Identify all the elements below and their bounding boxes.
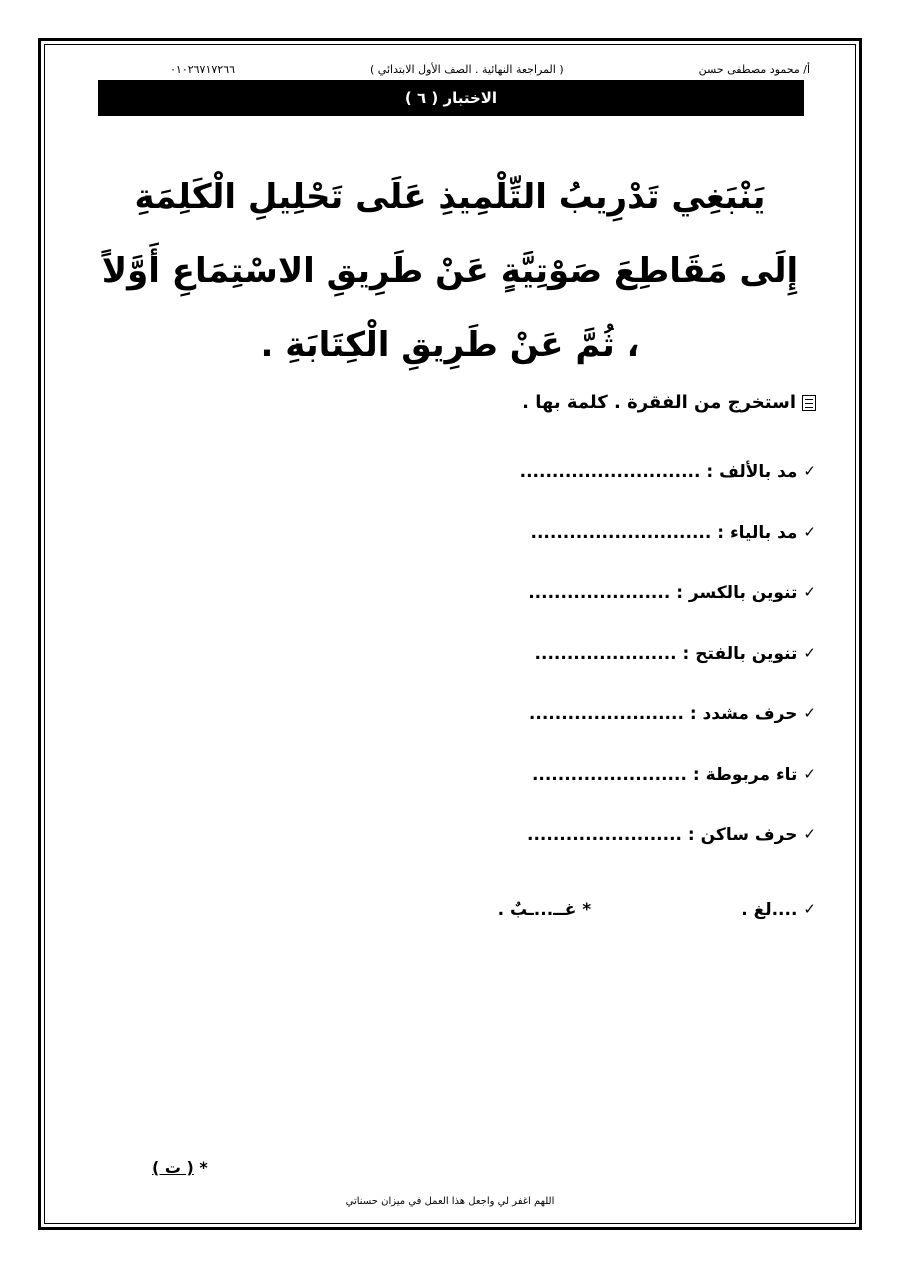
complete-word-1[interactable]: ....لغ . <box>741 900 798 920</box>
exercise-item <box>296 825 816 886</box>
check-icon: ✓ <box>803 764 816 783</box>
exercise-item <box>296 704 816 765</box>
complete-word-2[interactable]: * غــ...ـبٌ . <box>497 900 592 920</box>
exercise-item <box>296 765 816 826</box>
answer-blank[interactable]: ........................ <box>528 704 684 724</box>
item-label: حرف مشدد : <box>689 704 798 724</box>
section-title-text: استخرج من الفقرة . كلمة بها . <box>522 392 796 413</box>
signoff <box>152 1158 208 1177</box>
header-author: أ/ محمود مصطفى حسن <box>698 62 810 76</box>
page-header <box>170 58 810 80</box>
check-icon: ✓ <box>803 522 816 541</box>
header-phone: ٠١٠٢٦٧١٧٢٦٦ <box>170 62 236 76</box>
answer-blank[interactable]: ........................ <box>531 764 687 785</box>
check-icon: ✓ <box>803 583 816 601</box>
exercise-list <box>296 462 816 886</box>
intro-paragraph: يَنْبَغِي تَدْرِيبُ التِّلْمِيذِ عَلَى تَحْلِيلِ الْكَلِمَةِ إِلَى مَقَاطِعَ صَوْتِيَّةٍ عَنْ طَرِيقِ الاسْتِمَاعِ أَوَّلاً ، ثُمَّ عَنْ طَرِيقِ الْكِتَابَةِ . <box>101 177 799 365</box>
item-label: تنوين بالفتح : <box>682 643 798 664</box>
item-label: مد بالألف : <box>706 462 798 482</box>
check-icon: ✓ <box>803 704 816 722</box>
check-icon: ✓ <box>803 462 816 480</box>
exercise-item <box>296 583 816 644</box>
item-label: تنوين بالكسر : <box>676 583 798 603</box>
answer-blank[interactable]: ...................... <box>534 643 677 664</box>
answer-blank[interactable]: ...................... <box>528 583 671 603</box>
exercise-item <box>296 644 816 705</box>
check-icon: ✓ <box>803 825 816 843</box>
item-label: تاء مربوطة : <box>692 764 798 785</box>
title-bar: الاختبار ( ٦ ) <box>98 80 804 116</box>
document-icon <box>802 395 816 411</box>
signoff-name: ( ت ) <box>152 1158 194 1177</box>
exercise-item-complete-word <box>296 900 816 920</box>
check-icon: ✓ <box>803 900 816 918</box>
star-icon: * <box>199 1158 208 1177</box>
check-icon: ✓ <box>803 643 816 662</box>
exercise-item <box>296 462 816 523</box>
answer-blank[interactable]: ........................ <box>527 825 682 845</box>
exercise-item <box>296 523 816 584</box>
footer-prayer: اللهم اغفر لي واجعل هذا العمل في ميزان حسناتي <box>345 1196 555 1207</box>
item-label: حرف ساكن : <box>687 825 798 845</box>
item-label: مد بالياء : <box>717 522 798 543</box>
answer-blank[interactable]: ............................ <box>519 462 701 482</box>
section-title <box>522 392 816 413</box>
header-subject: ( المراجعة النهائية . الصف الأول الابتدائي ) <box>370 62 564 76</box>
answer-blank[interactable]: ............................ <box>530 522 712 543</box>
